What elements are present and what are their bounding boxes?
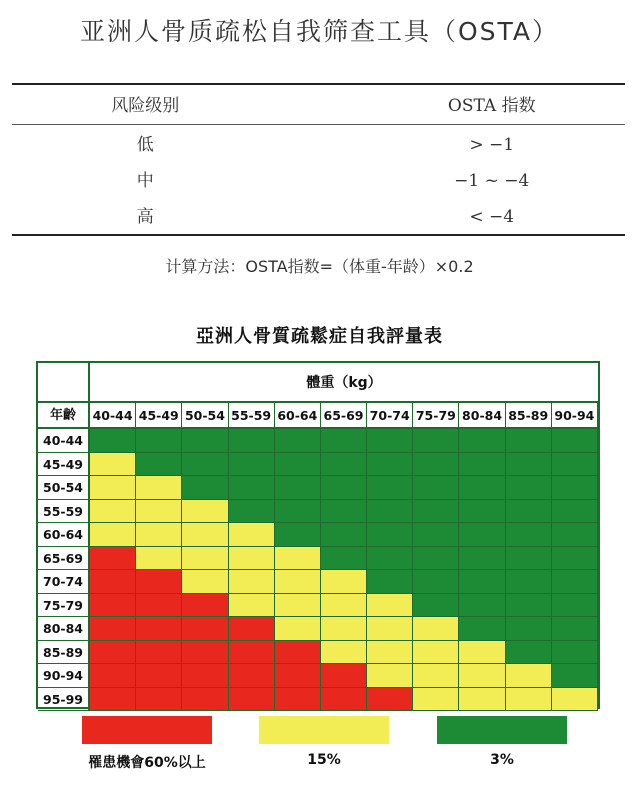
risk-cell-high: [136, 570, 182, 594]
risk-cell-low: [552, 523, 598, 547]
risk-cell-low: [413, 570, 459, 594]
risk-cell-low: [367, 476, 413, 500]
age-row-header: 60-64: [38, 523, 90, 547]
risk-cell-low: [275, 523, 321, 547]
risk-cell-low: [413, 476, 459, 500]
risk-cell-medium: [229, 547, 275, 571]
age-row-header: 40-44: [38, 429, 90, 453]
risk-cell-high: [182, 641, 228, 665]
age-row-header: 75-79: [38, 594, 90, 618]
risk-cell-medium: [275, 594, 321, 618]
risk-cell-medium: [90, 523, 136, 547]
osta-index: > −1: [469, 135, 515, 155]
age-row-header: 45-49: [38, 453, 90, 477]
risk-cell-low: [552, 594, 598, 618]
risk-cell-medium: [367, 594, 413, 618]
risk-cell-medium: [459, 664, 505, 688]
risk-cell-low: [459, 523, 505, 547]
weight-column-header: 65-69: [321, 403, 367, 429]
risk-cell-low: [459, 476, 505, 500]
risk-cell-low: [506, 500, 552, 524]
risk-cell-low: [229, 500, 275, 524]
risk-cell-low: [459, 570, 505, 594]
risk-cell-medium: [367, 664, 413, 688]
risk-cell-high: [229, 641, 275, 665]
risk-cell-low: [506, 453, 552, 477]
risk-cell-high: [182, 664, 228, 688]
legend-swatch-high: [82, 716, 212, 744]
risk-cell-medium: [413, 688, 459, 712]
risk-cell-medium: [321, 594, 367, 618]
age-row-header: 80-84: [38, 617, 90, 641]
risk-cell-low: [413, 500, 459, 524]
age-row-header: 50-54: [38, 476, 90, 500]
risk-cell-medium: [321, 617, 367, 641]
osta-header-index: OSTA 指数: [447, 96, 536, 116]
risk-cell-low: [552, 641, 598, 665]
osta-row-low: [12, 127, 625, 163]
weight-column-header: 50-54: [182, 403, 228, 429]
risk-cell-low: [552, 617, 598, 641]
risk-cell-low: [182, 476, 228, 500]
risk-cell-low: [552, 453, 598, 477]
risk-cell-low: [367, 523, 413, 547]
risk-cell-high: [367, 688, 413, 712]
risk-cell-medium: [229, 594, 275, 618]
risk-cell-medium: [459, 688, 505, 712]
age-row-header: 55-59: [38, 500, 90, 524]
risk-cell-low: [506, 641, 552, 665]
risk-cell-medium: [136, 476, 182, 500]
risk-cell-medium: [229, 570, 275, 594]
age-row-header: 90-94: [38, 664, 90, 688]
risk-cell-medium: [275, 570, 321, 594]
weight-column-header: 90-94: [552, 403, 598, 429]
age-row-header: 70-74: [38, 570, 90, 594]
risk-cell-high: [136, 594, 182, 618]
risk-cell-low: [367, 570, 413, 594]
risk-cell-high: [136, 641, 182, 665]
risk-cell-low: [321, 547, 367, 571]
grid-corner: [38, 363, 90, 403]
risk-cell-high: [90, 570, 136, 594]
risk-grid: [36, 361, 600, 709]
weight-column-header: 75-79: [413, 403, 459, 429]
table-bottom-rule: [12, 234, 625, 236]
risk-cell-high: [321, 688, 367, 712]
risk-cell-medium: [90, 476, 136, 500]
weight-header-row: [38, 403, 598, 429]
risk-cell-low: [90, 429, 136, 453]
risk-cell-low: [459, 500, 505, 524]
weight-column-header: 85-89: [506, 403, 552, 429]
risk-cell-medium: [182, 523, 228, 547]
weight-column-header: 60-64: [275, 403, 321, 429]
osta-header-row: [12, 88, 625, 124]
age-row-header: 95-99: [38, 688, 90, 712]
risk-cell-medium: [90, 500, 136, 524]
risk-cell-medium: [275, 617, 321, 641]
risk-cell-medium: [413, 641, 459, 665]
risk-cell-medium: [136, 547, 182, 571]
risk-cell-low: [552, 500, 598, 524]
risk-cell-high: [90, 641, 136, 665]
risk-cell-high: [321, 664, 367, 688]
risk-cell-low: [552, 476, 598, 500]
risk-cell-low: [506, 476, 552, 500]
legend-swatch-low: [437, 716, 567, 744]
risk-cell-low: [552, 664, 598, 688]
risk-cell-low: [275, 453, 321, 477]
risk-cell-low: [136, 429, 182, 453]
risk-cell-medium: [552, 688, 598, 712]
osta-level: 低: [136, 135, 154, 155]
risk-cell-low: [321, 476, 367, 500]
risk-cell-medium: [367, 641, 413, 665]
weight-column-header: 55-59: [229, 403, 275, 429]
legend-swatch-medium: [259, 716, 389, 744]
risk-cell-medium: [459, 641, 505, 665]
risk-cell-low: [459, 429, 505, 453]
risk-cell-low: [229, 429, 275, 453]
risk-cell-low: [506, 570, 552, 594]
chart-title: 亞洲人骨質疏鬆症自我評量表: [196, 326, 443, 347]
risk-cell-medium: [413, 664, 459, 688]
risk-cell-high: [136, 688, 182, 712]
osta-row-medium: [12, 163, 625, 199]
risk-cell-low: [229, 476, 275, 500]
risk-cell-medium: [413, 617, 459, 641]
risk-cell-high: [90, 617, 136, 641]
risk-cell-low: [413, 453, 459, 477]
risk-cell-low: [552, 547, 598, 571]
risk-cell-high: [90, 664, 136, 688]
risk-cell-low: [321, 453, 367, 477]
osta-row-high: [12, 199, 625, 235]
risk-cell-high: [229, 664, 275, 688]
risk-cell-low: [367, 453, 413, 477]
risk-cell-high: [182, 617, 228, 641]
risk-cell-high: [90, 547, 136, 571]
osta-index: −1 ~ −4: [454, 171, 530, 191]
risk-cell-low: [506, 617, 552, 641]
age-row-header: 85-89: [38, 641, 90, 665]
risk-cell-low: [459, 547, 505, 571]
osta-level: 中: [136, 171, 154, 191]
risk-cell-low: [413, 429, 459, 453]
risk-cell-low: [367, 429, 413, 453]
risk-cell-low: [459, 453, 505, 477]
osta-header-level: 风险级别: [111, 96, 180, 116]
risk-cell-low: [459, 617, 505, 641]
risk-cell-low: [136, 453, 182, 477]
risk-cell-low: [321, 523, 367, 547]
weight-column-header: 80-84: [459, 403, 505, 429]
age-row-header: 65-69: [38, 547, 90, 571]
age-axis-label: 年齡: [38, 403, 90, 429]
osta-level: 高: [136, 207, 154, 227]
risk-cell-high: [136, 617, 182, 641]
risk-cell-low: [321, 429, 367, 453]
risk-cell-medium: [182, 570, 228, 594]
risk-cell-high: [229, 688, 275, 712]
risk-cell-low: [413, 523, 459, 547]
risk-cell-medium: [321, 570, 367, 594]
risk-cell-low: [229, 453, 275, 477]
risk-cell-medium: [321, 641, 367, 665]
risk-cell-low: [459, 594, 505, 618]
risk-cell-low: [506, 523, 552, 547]
weight-column-header: 70-74: [367, 403, 413, 429]
risk-cell-low: [552, 429, 598, 453]
risk-cell-high: [275, 688, 321, 712]
risk-cell-low: [367, 500, 413, 524]
page-title: 亚洲人骨质疏松自我筛查工具（OSTA）: [80, 17, 559, 46]
risk-cell-high: [229, 617, 275, 641]
weight-axis-label: 體重（kg）: [90, 363, 598, 403]
risk-cell-medium: [182, 547, 228, 571]
risk-cell-high: [182, 594, 228, 618]
risk-cell-low: [506, 594, 552, 618]
risk-cell-medium: [182, 500, 228, 524]
formula-text: 计算方法：OSTA指数=（体重-年龄）×0.2: [165, 257, 474, 276]
risk-cell-medium: [90, 453, 136, 477]
legend-label-low: 3%: [490, 752, 514, 768]
risk-cell-low: [506, 547, 552, 571]
table-top-rule: [12, 83, 625, 85]
risk-cell-medium: [506, 664, 552, 688]
osta-index: < −4: [469, 207, 515, 227]
risk-cell-high: [90, 594, 136, 618]
risk-cell-high: [90, 688, 136, 712]
table-header-rule: [12, 124, 625, 125]
risk-cell-high: [136, 664, 182, 688]
risk-cell-low: [413, 594, 459, 618]
risk-cell-low: [182, 453, 228, 477]
risk-cell-high: [182, 688, 228, 712]
risk-cell-high: [275, 641, 321, 665]
risk-cell-low: [275, 429, 321, 453]
risk-cell-medium: [229, 523, 275, 547]
risk-cell-low: [367, 547, 413, 571]
risk-cell-medium: [136, 523, 182, 547]
risk-cell-low: [506, 429, 552, 453]
legend-label-high: 罹患機會60%以上: [88, 755, 206, 771]
risk-cell-medium: [506, 688, 552, 712]
risk-cell-high: [275, 664, 321, 688]
risk-cell-low: [321, 500, 367, 524]
risk-cell-low: [275, 476, 321, 500]
risk-cell-medium: [275, 547, 321, 571]
risk-cell-low: [182, 429, 228, 453]
risk-cell-low: [552, 570, 598, 594]
weight-column-header: 40-44: [90, 403, 136, 429]
legend-label-medium: 15%: [307, 752, 341, 768]
weight-column-header: 45-49: [136, 403, 182, 429]
risk-cell-low: [275, 500, 321, 524]
risk-cell-low: [413, 547, 459, 571]
risk-cell-medium: [367, 617, 413, 641]
risk-cell-medium: [136, 500, 182, 524]
